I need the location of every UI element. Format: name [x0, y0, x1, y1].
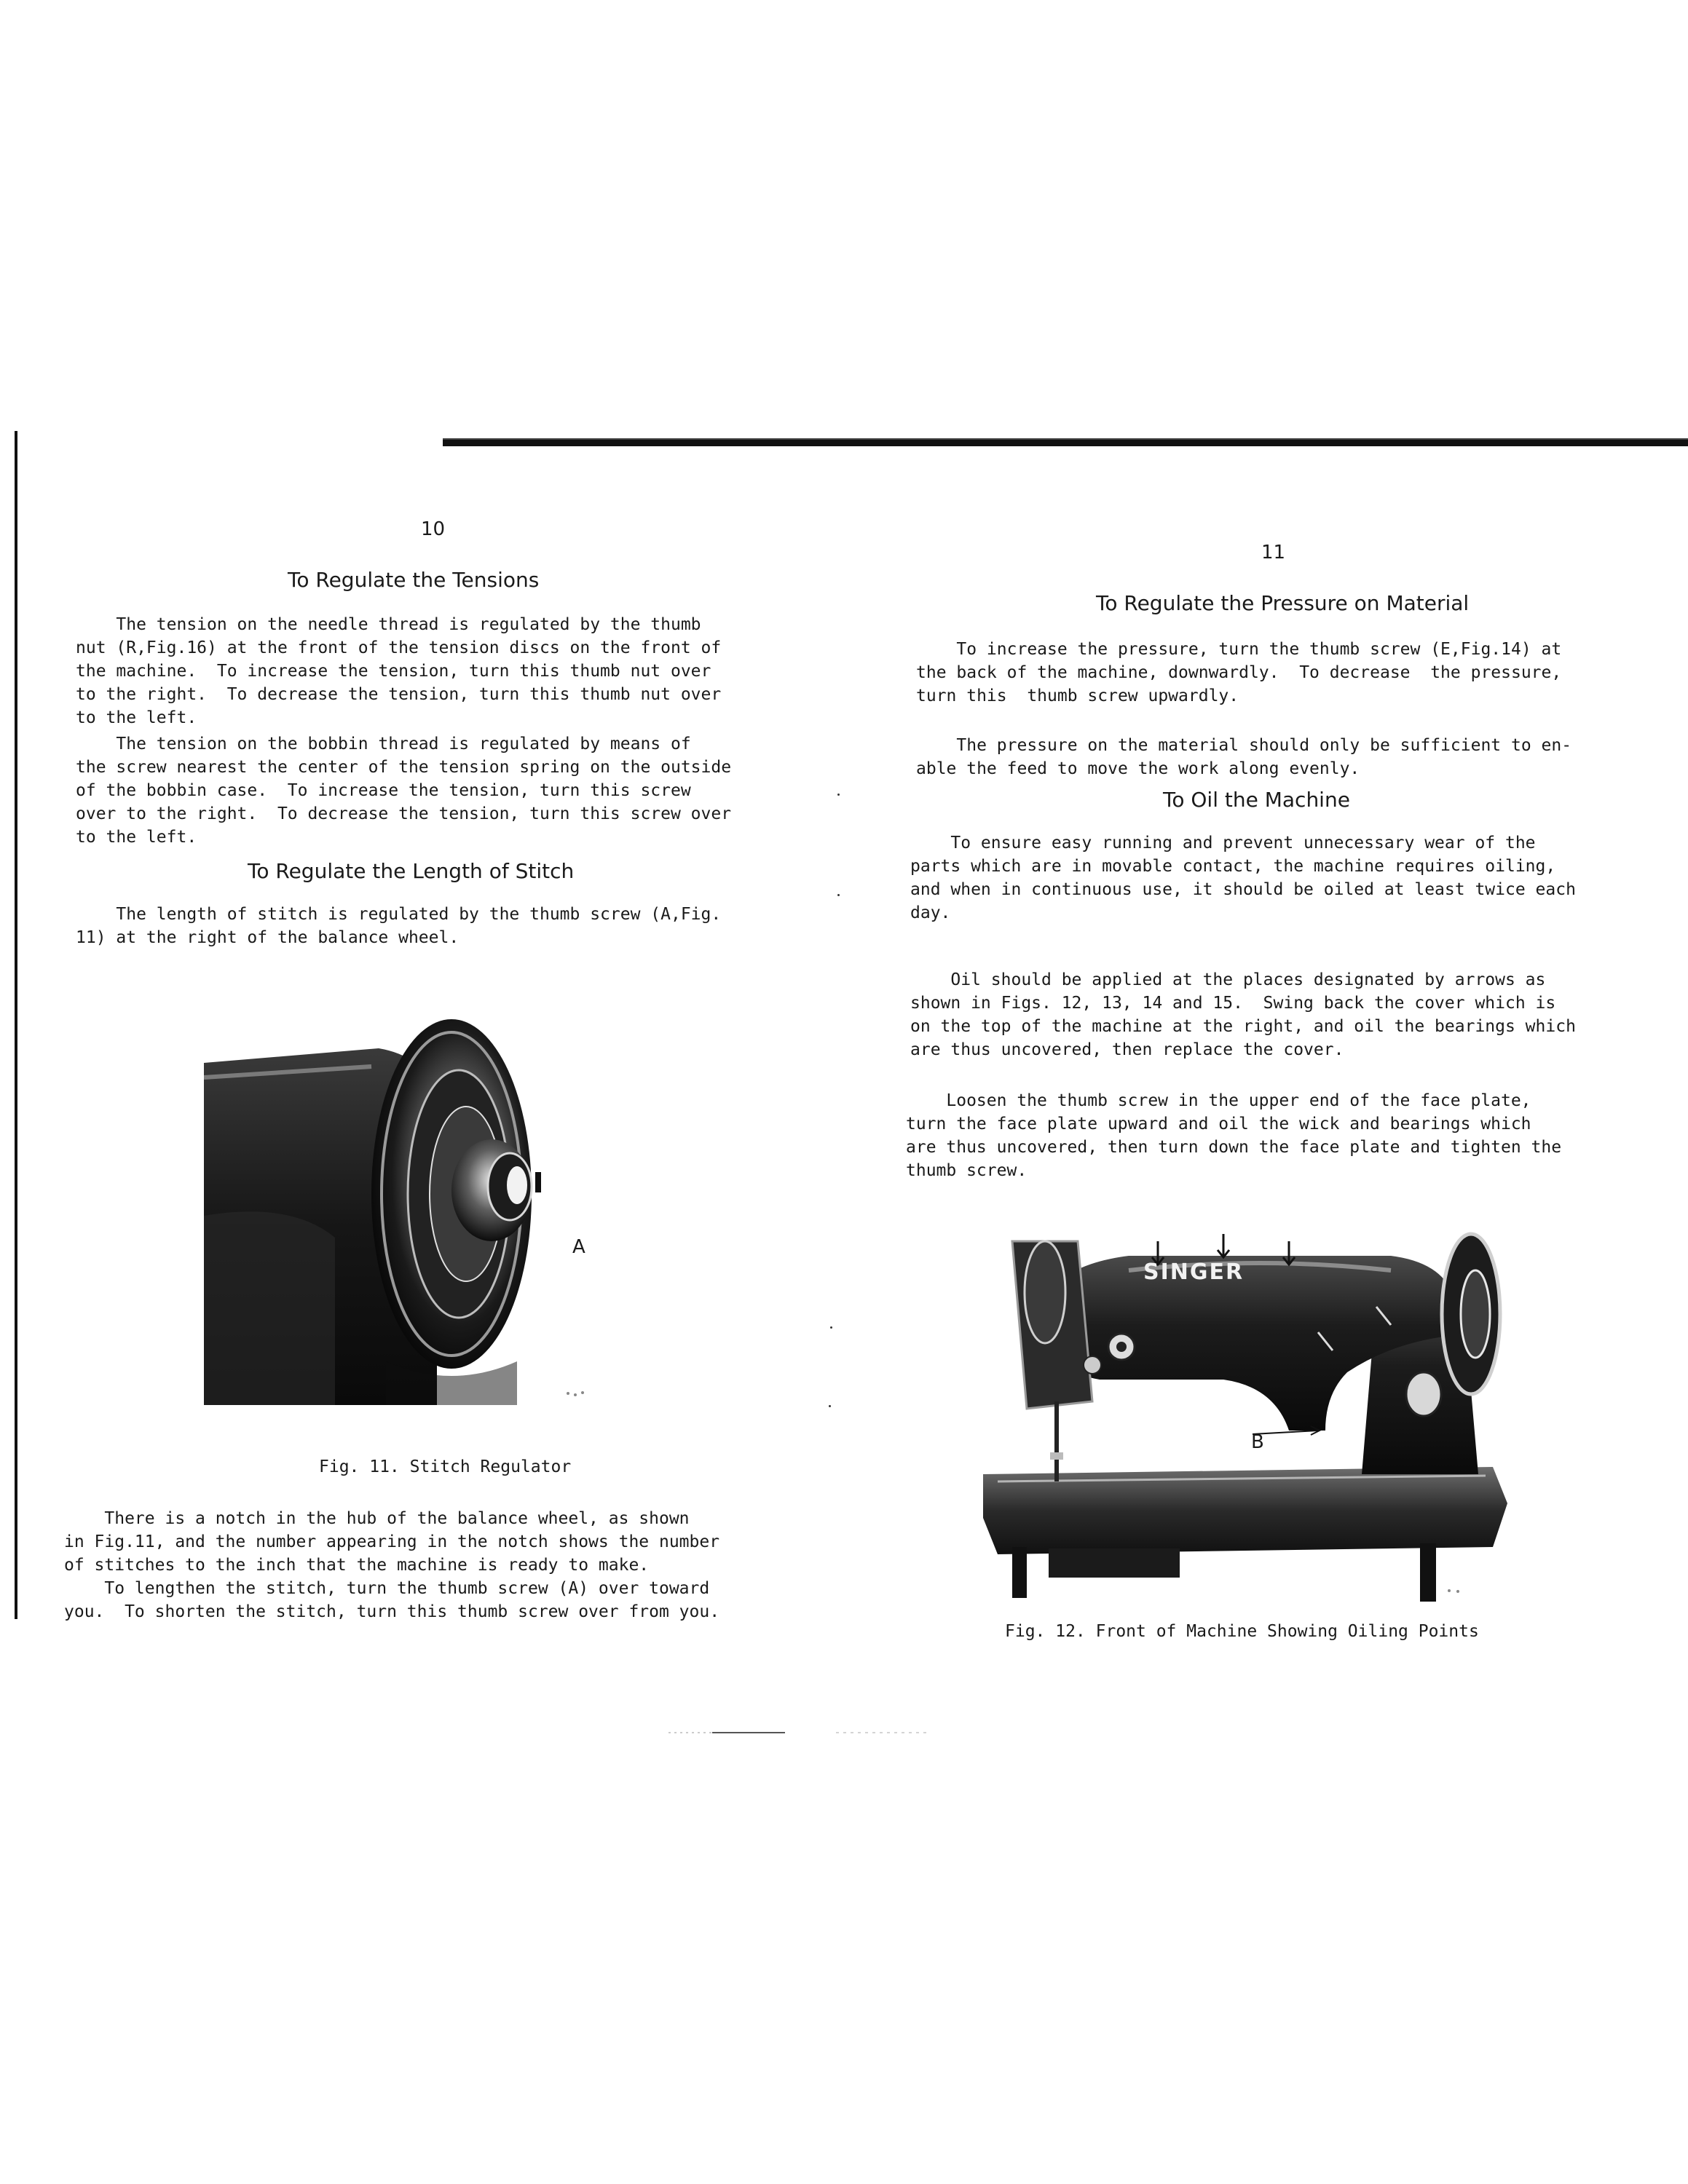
notch-paragraph: There is a notch in the hub of the balance wheel, as shown in Fig.11, and the number appearing in the notch shows the number of stitches to the inch that the machine is ready to make. To lengthen the stitch, turn the thumb screw (A) over toward you. To shorten the stitch, turn this thumb screw over from you.	[64, 1509, 720, 1621]
fig12-caption: Fig. 12. Front of Machine Showing Oiling Points	[1005, 1622, 1479, 1641]
fig12-label-b: B	[1251, 1431, 1264, 1453]
stitch-length-paragraph: The length of stitch is regulated by the thumb screw (A,Fig. 11) at the right of the balance wheel.	[76, 905, 722, 947]
scan-top-edge	[443, 440, 1688, 446]
pressure-paragraph-adjust: To increase the pressure, turn the thumb screw (E,Fig.14) at the back of the machine, downwardly. To decrease the pressure, turn this thumb screw upwardly.	[916, 640, 1562, 705]
fig11-illustration	[204, 997, 612, 1405]
fig11-label-a: A	[572, 1236, 585, 1258]
heading-oil-machine: To Oil the Machine	[1163, 788, 1350, 812]
gutter-speck	[837, 894, 840, 896]
tensions-paragraph-bobbin: The tension on the bobbin thread is regulated by means of the screw nearest the center of the tension spring on the outside of the bobbin case. To increase the tension, turn this screw over to the right. To decrease the tension, turn this screw over to the left.	[76, 735, 732, 847]
left-page-number: 10	[421, 518, 446, 540]
heading-regulate-tensions: To Regulate the Tensions	[288, 568, 540, 592]
oil-paragraph-face-plate: Loosen the thumb screw in the upper end of the face plate, turn the face plate upward and oil the wick and bearings which are thus uncovered, then turn down the face plate and tighten the thumb screw.	[906, 1091, 1562, 1180]
scan-left-edge	[15, 431, 17, 1619]
right-page-number: 11	[1261, 542, 1286, 563]
fig12-brand-singer: SINGER	[1143, 1259, 1245, 1285]
heading-regulate-stitch-length: To Regulate the Length of Stitch	[248, 859, 575, 883]
fig12-illustration	[983, 1212, 1507, 1605]
tensions-paragraph-needle: The tension on the needle thread is regulated by the thumb nut (R,Fig.16) at the front of the tension discs on the front of the machine. To increase the tension, turn this thumb nut over to the right. To decrease the tension, turn this thumb nut over to the left.	[76, 615, 722, 727]
oil-paragraph-places: Oil should be applied at the places designated by arrows as shown in Figs. 12, 13, 14 and 15. Swing back the cover which is on the top of the machine at the right, and oil the bearings which are thus uncovered, then replace the cover.	[910, 970, 1576, 1059]
pressure-paragraph-sufficient: The pressure on the material should only be sufficient to en- able the feed to move the work along evenly.	[916, 736, 1572, 778]
fig11-stitch-regulator-photo	[204, 997, 612, 1405]
fig11-caption: Fig. 11. Stitch Regulator	[319, 1457, 572, 1476]
gutter-speck	[830, 1326, 832, 1329]
gutter-speck	[829, 1405, 831, 1407]
oil-paragraph-ensure: To ensure easy running and prevent unnecessary wear of the parts which are in movable contact, the machine requires oiling, and when in continuous use, it should be oiled at least twice each day.	[910, 834, 1576, 922]
fig12-machine-front-photo	[983, 1212, 1507, 1605]
heading-regulate-pressure: To Regulate the Pressure on Material	[1096, 591, 1470, 615]
scan-dust-marks	[669, 1730, 931, 1735]
gutter-speck	[837, 794, 840, 796]
